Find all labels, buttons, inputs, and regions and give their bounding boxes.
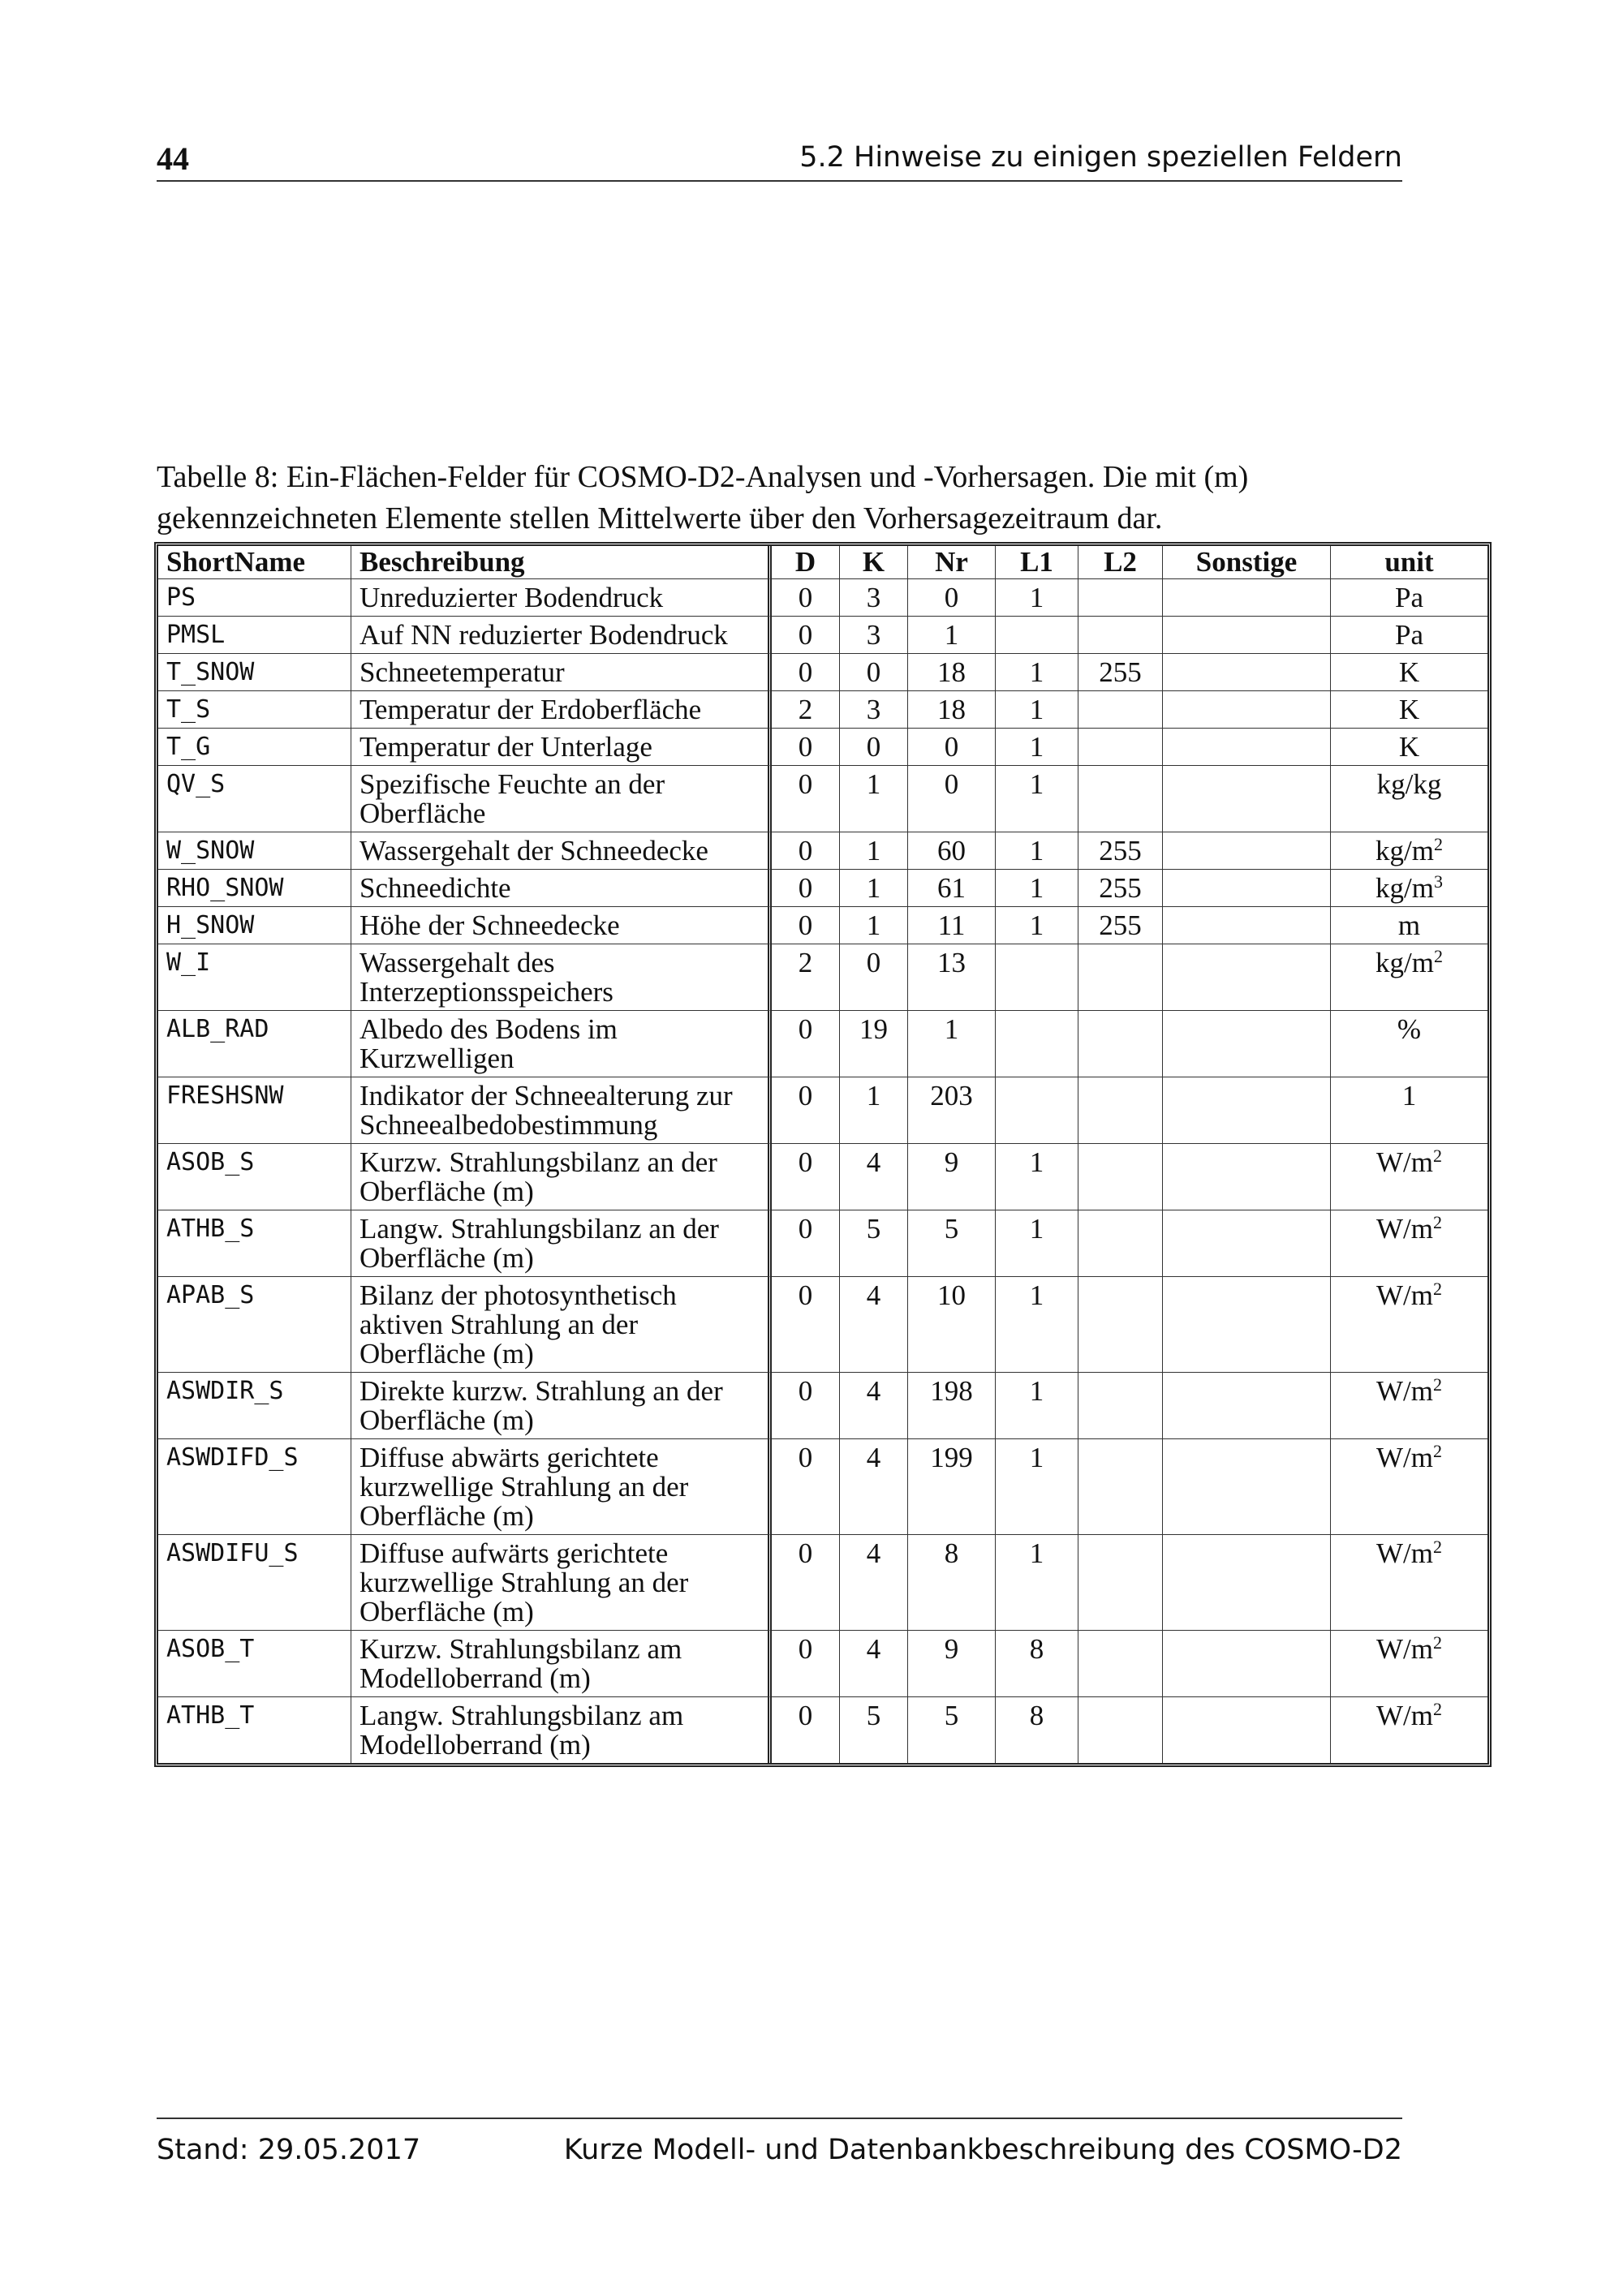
cell-k: 1 (840, 766, 908, 832)
unit-exponent: 2 (1432, 1212, 1442, 1232)
cell-l2 (1078, 766, 1163, 832)
cell-k: 4 (840, 1144, 908, 1210)
table-row (158, 1535, 1487, 1631)
cell-l2 (1078, 617, 1163, 654)
cell-l1: 1 (996, 1210, 1078, 1277)
cell-description: Kurzw. Strahlungsbilanz am Modelloberrand (m) (351, 1631, 772, 1697)
cell-unit (1331, 944, 1487, 1011)
unit-text: W/m (1376, 1537, 1433, 1569)
cell-unit (1331, 579, 1487, 617)
cell-l1: 1 (996, 1277, 1078, 1373)
cell-k: 5 (840, 1210, 908, 1277)
table-row (158, 1144, 1487, 1210)
cell-l2: 255 (1078, 832, 1163, 870)
table-row (158, 1077, 1487, 1144)
unit-text: W/m (1376, 1700, 1433, 1731)
cell-shortname: ASWDIFU_S (158, 1535, 351, 1631)
cell-k: 3 (840, 691, 908, 729)
cell-l2 (1078, 1535, 1163, 1631)
table-row (158, 1011, 1487, 1077)
cell-d: 0 (772, 1631, 840, 1697)
cell-shortname: PS (158, 579, 351, 617)
cell-nr: 18 (908, 691, 996, 729)
cell-d: 2 (772, 944, 840, 1011)
cell-sonstige (1163, 1373, 1331, 1439)
table-row (158, 1277, 1487, 1373)
cell-unit (1331, 1077, 1487, 1144)
cell-sonstige (1163, 870, 1331, 907)
cell-description: Spezifische Feuchte an der Oberfläche (351, 766, 772, 832)
cell-shortname: QV_S (158, 766, 351, 832)
cell-description: Diffuse abwärts gerichtete kurzwellige Strahlung an der Oberfläche (m) (351, 1439, 772, 1535)
cell-nr: 11 (908, 907, 996, 944)
cell-unit (1331, 617, 1487, 654)
cell-l1: 1 (996, 766, 1078, 832)
footer-date: Stand: 29.05.2017 (157, 2134, 421, 2166)
unit-text: kg/kg (1376, 768, 1442, 800)
cell-k: 5 (840, 1697, 908, 1763)
cell-description: Schneedichte (351, 870, 772, 907)
table-row (158, 766, 1487, 832)
cell-sonstige (1163, 1631, 1331, 1697)
unit-text: Pa (1395, 582, 1423, 613)
cell-sonstige (1163, 1144, 1331, 1210)
cell-d: 0 (772, 729, 840, 766)
cell-nr: 198 (908, 1373, 996, 1439)
column-header: L2 (1078, 546, 1163, 579)
cell-d: 0 (772, 1373, 840, 1439)
unit-text: kg/m (1375, 947, 1434, 978)
cell-shortname: T_S (158, 691, 351, 729)
cell-sonstige (1163, 1011, 1331, 1077)
cell-l2 (1078, 1631, 1163, 1697)
cell-nr: 0 (908, 729, 996, 766)
table-container (154, 542, 1483, 1767)
cell-shortname: PMSL (158, 617, 351, 654)
table-row (158, 579, 1487, 617)
cell-nr: 61 (908, 870, 996, 907)
cell-description: Diffuse aufwärts gerichtete kurzwellige Strahlung an der Oberfläche (m) (351, 1535, 772, 1631)
cell-unit (1331, 1697, 1487, 1763)
cell-nr: 18 (908, 654, 996, 691)
cell-shortname: ASWDIFD_S (158, 1439, 351, 1535)
column-header: Nr (908, 546, 996, 579)
cell-k: 1 (840, 1077, 908, 1144)
cell-l2: 255 (1078, 907, 1163, 944)
cell-l2 (1078, 944, 1163, 1011)
cell-nr: 5 (908, 1697, 996, 1763)
cell-shortname: ALB_RAD (158, 1011, 351, 1077)
cell-l2: 255 (1078, 870, 1163, 907)
unit-text: W/m (1376, 1146, 1433, 1178)
table-body (158, 579, 1487, 1763)
section-title: 5.2 Hinweise zu einigen speziellen Feldern (799, 141, 1402, 174)
cell-shortname: T_SNOW (158, 654, 351, 691)
cell-nr: 0 (908, 579, 996, 617)
cell-l1: 8 (996, 1631, 1078, 1697)
cell-l2 (1078, 1697, 1163, 1763)
cell-nr: 9 (908, 1631, 996, 1697)
cell-l2 (1078, 1011, 1163, 1077)
cell-nr: 199 (908, 1439, 996, 1535)
cell-l1: 1 (996, 691, 1078, 729)
cell-sonstige (1163, 1210, 1331, 1277)
cell-unit (1331, 907, 1487, 944)
cell-nr: 1 (908, 1011, 996, 1077)
cell-k: 0 (840, 729, 908, 766)
cell-nr: 203 (908, 1077, 996, 1144)
cell-shortname: W_SNOW (158, 832, 351, 870)
unit-exponent: 2 (1432, 1699, 1442, 1719)
unit-exponent: 2 (1432, 1632, 1442, 1653)
table-row (158, 1210, 1487, 1277)
cell-sonstige (1163, 579, 1331, 617)
cell-l1: 1 (996, 907, 1078, 944)
cell-l2 (1078, 1277, 1163, 1373)
cell-k: 0 (840, 944, 908, 1011)
cell-description: Albedo des Bodens im Kurzwelligen (351, 1011, 772, 1077)
cell-shortname: APAB_S (158, 1277, 351, 1373)
cell-shortname: ASOB_S (158, 1144, 351, 1210)
cell-shortname: W_I (158, 944, 351, 1011)
column-header: ShortName (158, 546, 351, 579)
cell-k: 0 (840, 654, 908, 691)
unit-exponent: 2 (1433, 946, 1443, 966)
cell-k: 3 (840, 579, 908, 617)
cell-l2 (1078, 1439, 1163, 1535)
cell-description: Wassergehalt der Schneedecke (351, 832, 772, 870)
page-footer (157, 2118, 1402, 2168)
cell-description: Temperatur der Erdoberfläche (351, 691, 772, 729)
cell-d: 0 (772, 832, 840, 870)
cell-k: 19 (840, 1011, 908, 1077)
cell-description: Indikator der Schneealterung zur Schneealbedobestimmung (351, 1077, 772, 1144)
cell-l2 (1078, 729, 1163, 766)
cell-nr: 8 (908, 1535, 996, 1631)
cell-k: 4 (840, 1535, 908, 1631)
unit-text: 1 (1401, 1080, 1417, 1111)
unit-text: Pa (1395, 619, 1423, 651)
cell-sonstige (1163, 907, 1331, 944)
cell-unit (1331, 691, 1487, 729)
unit-exponent: 2 (1432, 1279, 1442, 1299)
cell-d: 0 (772, 1697, 840, 1763)
cell-k: 1 (840, 832, 908, 870)
unit-text: kg/m (1375, 835, 1434, 866)
cell-k: 3 (840, 617, 908, 654)
cell-k: 4 (840, 1631, 908, 1697)
cell-unit (1331, 832, 1487, 870)
cell-unit (1331, 766, 1487, 832)
cell-unit (1331, 729, 1487, 766)
unit-text: W/m (1376, 1213, 1433, 1245)
cell-unit (1331, 1277, 1487, 1373)
cell-l2 (1078, 1144, 1163, 1210)
cell-shortname: ATHB_S (158, 1210, 351, 1277)
table-row (158, 654, 1487, 691)
column-header: Beschreibung (351, 546, 772, 579)
cell-description: Direkte kurzw. Strahlung an der Oberfläche (m) (351, 1373, 772, 1439)
column-header: unit (1331, 546, 1487, 579)
cell-description: Wassergehalt des Interzeptionsspeichers (351, 944, 772, 1011)
cell-l1: 1 (996, 870, 1078, 907)
cell-unit (1331, 1210, 1487, 1277)
fields-table (154, 542, 1492, 1767)
page-number: 44 (157, 140, 189, 177)
cell-shortname: T_G (158, 729, 351, 766)
cell-shortname: RHO_SNOW (158, 870, 351, 907)
unit-exponent: 3 (1433, 871, 1443, 892)
cell-unit (1331, 1011, 1487, 1077)
cell-l1 (996, 944, 1078, 1011)
cell-d: 0 (772, 1077, 840, 1144)
cell-nr: 60 (908, 832, 996, 870)
cell-sonstige (1163, 944, 1331, 1011)
cell-l1: 1 (996, 1535, 1078, 1631)
cell-description: Kurzw. Strahlungsbilanz an der Oberfläche (m) (351, 1144, 772, 1210)
cell-unit (1331, 1535, 1487, 1631)
cell-shortname: H_SNOW (158, 907, 351, 944)
table-row (158, 1373, 1487, 1439)
cell-d: 0 (772, 870, 840, 907)
cell-d: 2 (772, 691, 840, 729)
cell-nr: 5 (908, 1210, 996, 1277)
cell-d: 0 (772, 1277, 840, 1373)
cell-l1: 1 (996, 832, 1078, 870)
column-header: Sonstige (1163, 546, 1331, 579)
cell-l1 (996, 1077, 1078, 1144)
cell-l2 (1078, 579, 1163, 617)
unit-text: W/m (1376, 1279, 1433, 1311)
unit-exponent: 2 (1432, 1146, 1442, 1166)
table-row (158, 944, 1487, 1011)
cell-description: Temperatur der Unterlage (351, 729, 772, 766)
page-header (157, 140, 1402, 182)
cell-l1: 8 (996, 1697, 1078, 1763)
unit-text: W/m (1376, 1633, 1433, 1665)
cell-d: 0 (772, 1210, 840, 1277)
cell-nr: 1 (908, 617, 996, 654)
table-row (158, 729, 1487, 766)
cell-sonstige (1163, 729, 1331, 766)
table-row (158, 691, 1487, 729)
cell-shortname: FRESHSNW (158, 1077, 351, 1144)
cell-l1: 1 (996, 1439, 1078, 1535)
cell-l1 (996, 617, 1078, 654)
cell-sonstige (1163, 1077, 1331, 1144)
cell-k: 4 (840, 1373, 908, 1439)
unit-text: K (1398, 656, 1420, 688)
cell-description: Langw. Strahlungsbilanz am Modelloberrand (m) (351, 1697, 772, 1763)
cell-l1: 1 (996, 729, 1078, 766)
table-row (158, 1631, 1487, 1697)
unit-exponent: 2 (1432, 1537, 1442, 1557)
cell-d: 0 (772, 1439, 840, 1535)
cell-shortname: ATHB_T (158, 1697, 351, 1763)
cell-description: Bilanz der photosynthetisch aktiven Strahlung an der Oberfläche (m) (351, 1277, 772, 1373)
cell-sonstige (1163, 766, 1331, 832)
cell-nr: 0 (908, 766, 996, 832)
cell-description: Höhe der Schneedecke (351, 907, 772, 944)
table-row (158, 617, 1487, 654)
unit-text: W/m (1376, 1442, 1433, 1473)
unit-text: m (1397, 909, 1421, 941)
cell-unit (1331, 870, 1487, 907)
cell-sonstige (1163, 1697, 1331, 1763)
cell-d: 0 (772, 1144, 840, 1210)
cell-d: 0 (772, 766, 840, 832)
cell-d: 0 (772, 1011, 840, 1077)
cell-k: 4 (840, 1277, 908, 1373)
cell-k: 4 (840, 1439, 908, 1535)
cell-description: Schneetemperatur (351, 654, 772, 691)
cell-shortname: ASWDIR_S (158, 1373, 351, 1439)
table-header-row (158, 546, 1487, 579)
cell-shortname: ASOB_T (158, 1631, 351, 1697)
unit-exponent: 2 (1433, 834, 1443, 854)
cell-sonstige (1163, 1277, 1331, 1373)
cell-unit (1331, 1373, 1487, 1439)
cell-l2 (1078, 691, 1163, 729)
cell-sonstige (1163, 691, 1331, 729)
unit-exponent: 2 (1432, 1441, 1442, 1461)
cell-sonstige (1163, 654, 1331, 691)
cell-nr: 13 (908, 944, 996, 1011)
table-row (158, 1697, 1487, 1763)
cell-unit (1331, 1631, 1487, 1697)
column-header: L1 (996, 546, 1078, 579)
cell-nr: 10 (908, 1277, 996, 1373)
cell-d: 0 (772, 654, 840, 691)
cell-unit (1331, 1144, 1487, 1210)
unit-text: W/m (1376, 1375, 1433, 1407)
cell-d: 0 (772, 617, 840, 654)
table-row (158, 907, 1487, 944)
table-row (158, 870, 1487, 907)
table-caption: Tabelle 8: Ein-Flächen-Felder für COSMO-D2-Analysen und -Vorhersagen. Die mit (m) gekennzeichneten Elemente stellen Mittelwerte über den Vorhersagezeitraum dar. (157, 460, 1249, 535)
unit-text: K (1398, 731, 1420, 763)
cell-sonstige (1163, 1439, 1331, 1535)
footer-title: Kurze Modell- und Datenbankbeschreibung des COSMO-D2 (563, 2134, 1402, 2166)
cell-unit (1331, 1439, 1487, 1535)
table-row (158, 1439, 1487, 1535)
column-header: K (840, 546, 908, 579)
cell-l2 (1078, 1210, 1163, 1277)
cell-l1: 1 (996, 1144, 1078, 1210)
cell-sonstige (1163, 1535, 1331, 1631)
table-row (158, 832, 1487, 870)
cell-l1 (996, 1011, 1078, 1077)
cell-k: 1 (840, 870, 908, 907)
cell-d: 0 (772, 579, 840, 617)
cell-l2 (1078, 1373, 1163, 1439)
cell-k: 1 (840, 907, 908, 944)
unit-text: K (1398, 694, 1420, 725)
cell-unit (1331, 654, 1487, 691)
unit-exponent: 2 (1432, 1374, 1442, 1395)
cell-description: Auf NN reduzierter Bodendruck (351, 617, 772, 654)
cell-d: 0 (772, 907, 840, 944)
cell-l2 (1078, 1077, 1163, 1144)
cell-l1: 1 (996, 579, 1078, 617)
cell-nr: 9 (908, 1144, 996, 1210)
cell-description: Langw. Strahlungsbilanz an der Oberfläche (m) (351, 1210, 772, 1277)
cell-l2: 255 (1078, 654, 1163, 691)
cell-sonstige (1163, 617, 1331, 654)
cell-sonstige (1163, 832, 1331, 870)
unit-text: % (1397, 1013, 1422, 1045)
cell-description: Unreduzierter Bodendruck (351, 579, 772, 617)
unit-text: kg/m (1375, 872, 1434, 904)
column-header: D (772, 546, 840, 579)
cell-l1: 1 (996, 1373, 1078, 1439)
cell-l1: 1 (996, 654, 1078, 691)
cell-d: 0 (772, 1535, 840, 1631)
